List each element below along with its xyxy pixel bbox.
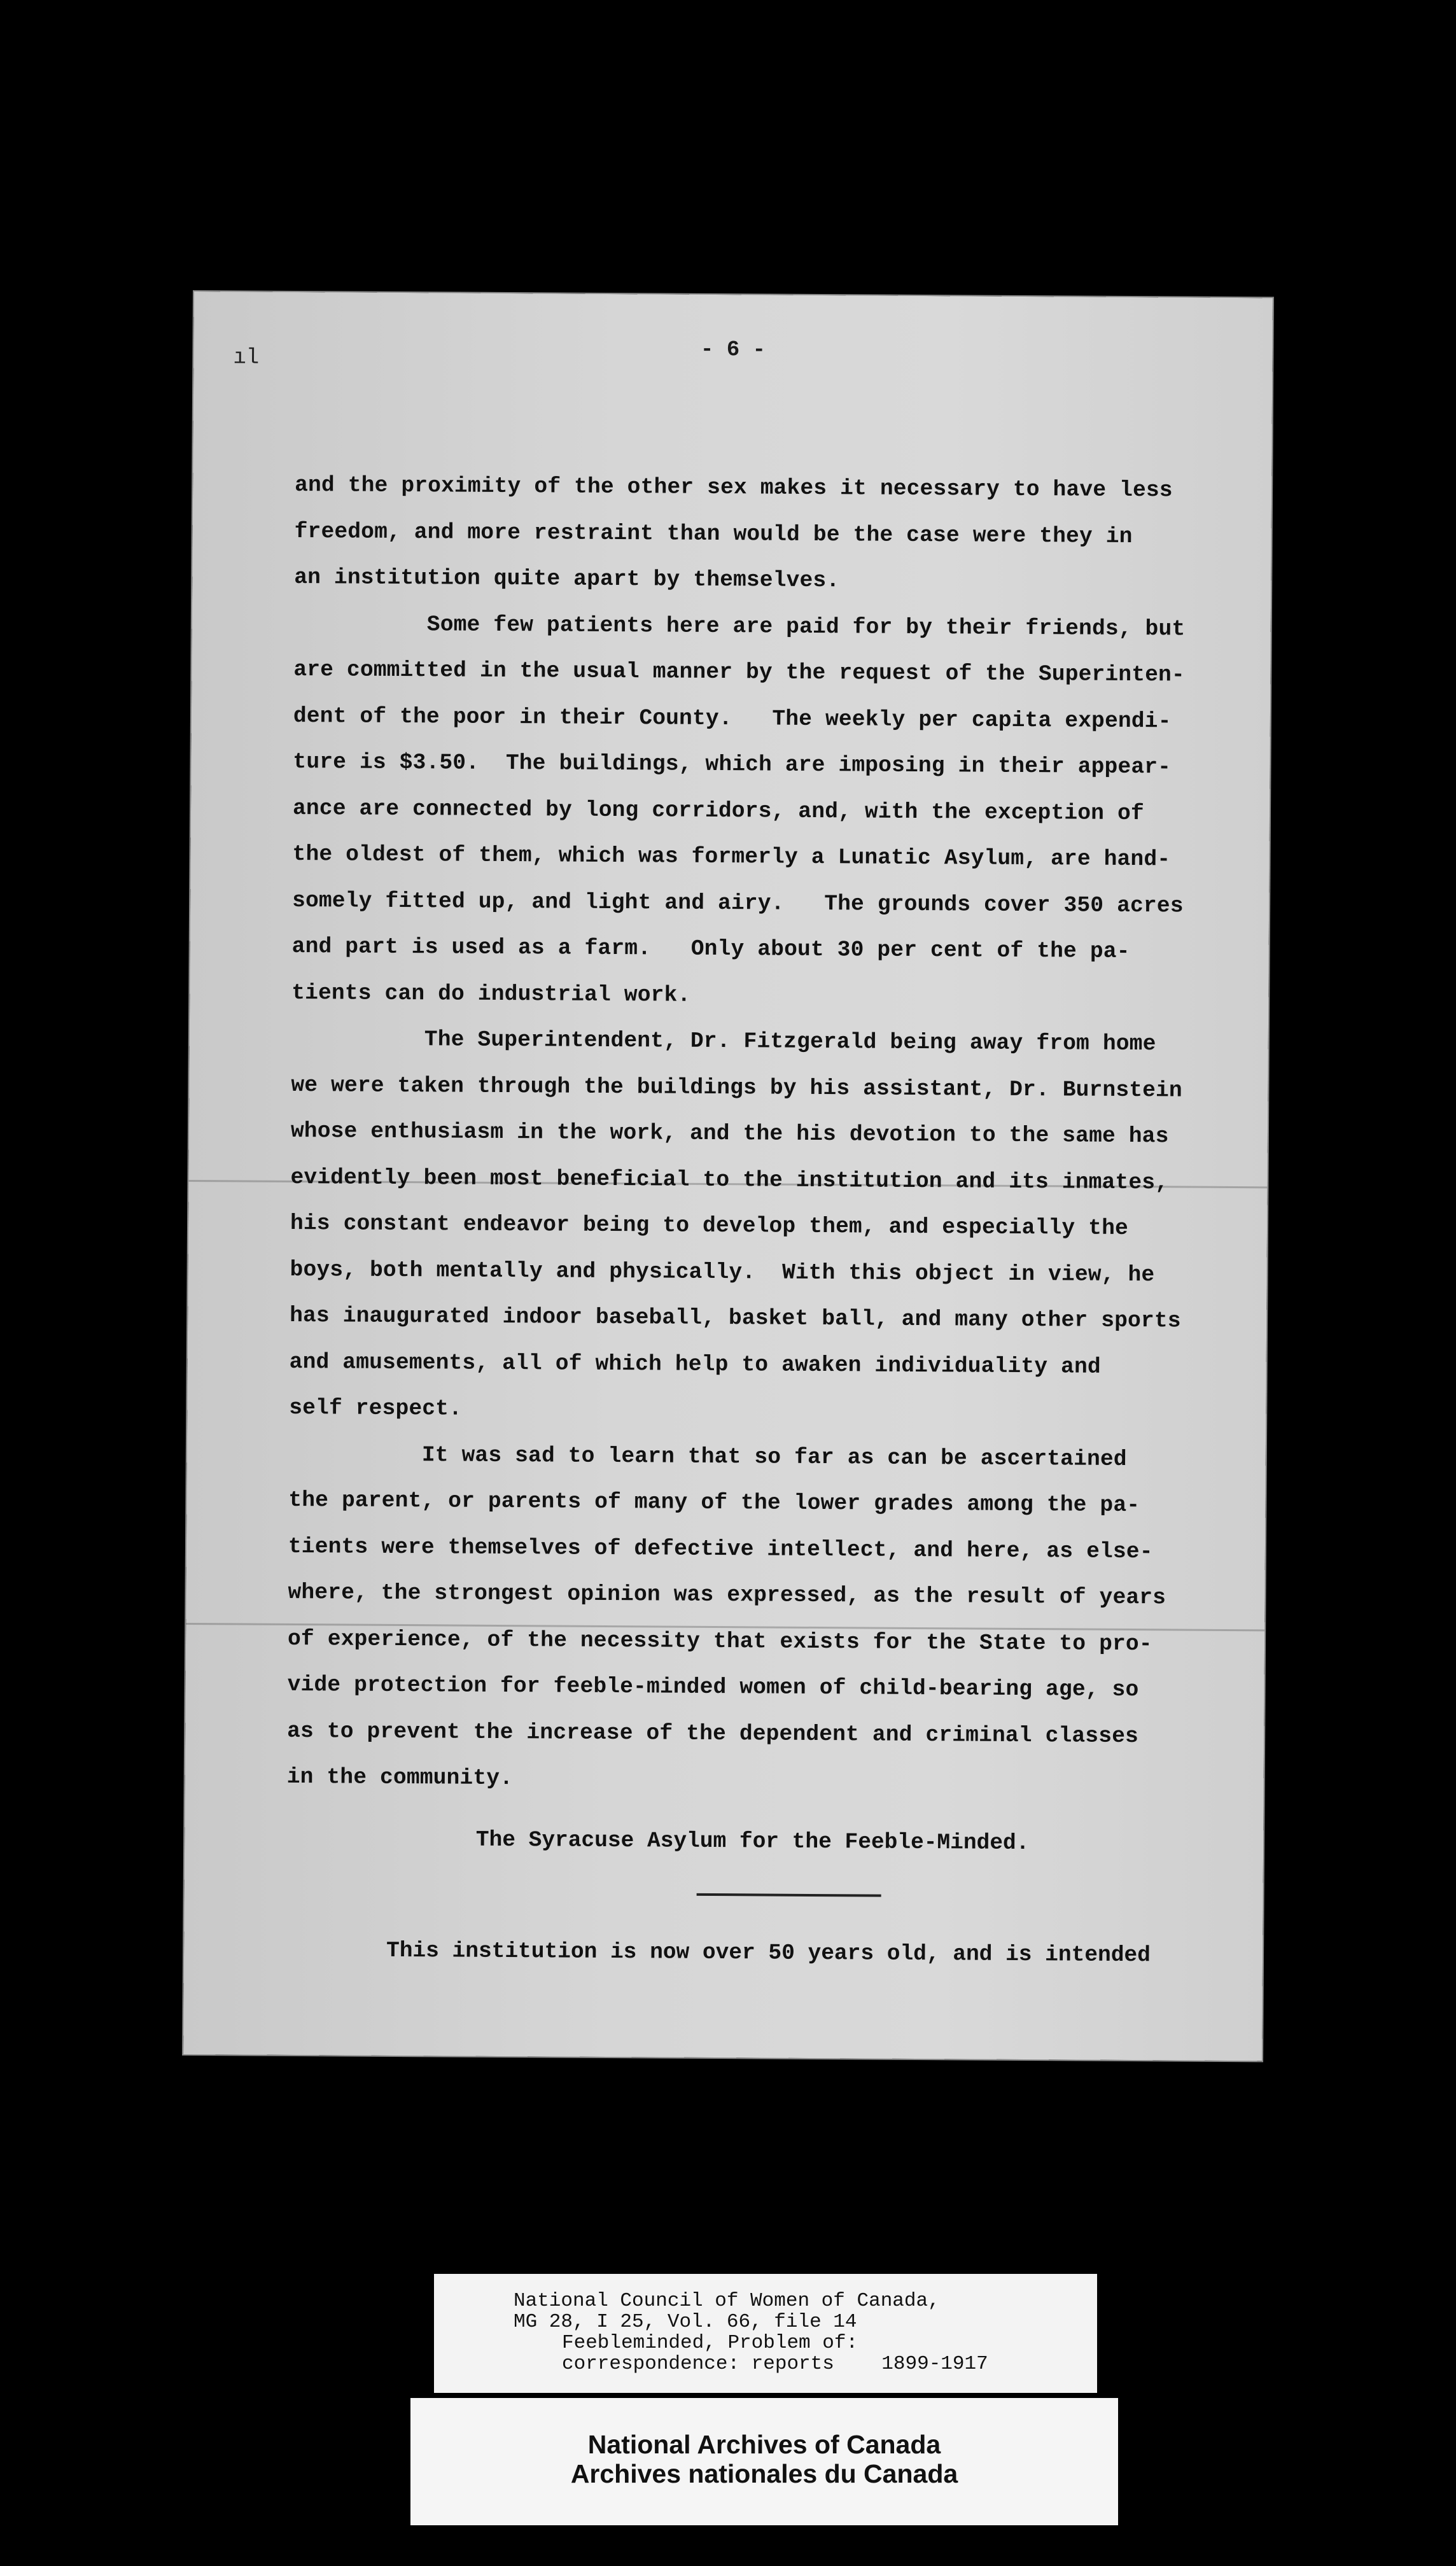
- archival-reference-label: [434, 2274, 1097, 2393]
- text-line: tients can do industrial work.: [291, 980, 691, 1008]
- text-line: vide protection for feeble-minded women of child-bearing age, so: [287, 1672, 1139, 1703]
- text-line-last: This institution is now over 50 years old, and is intended: [386, 1938, 1151, 1968]
- text-line: and part is used as a farm. Only about 30 per cent of the pa-: [291, 934, 1130, 965]
- text-line: and amusements, all of which help to awaken individuality and: [289, 1349, 1101, 1380]
- text-line: self respect.: [289, 1395, 463, 1422]
- text-line: has inaugurated indoor baseball, basket ball, and many other sports: [290, 1303, 1181, 1334]
- reference-line: Feebleminded, Problem of:: [562, 2332, 858, 2354]
- text-line: we were taken through the buildings by his assistant, Dr. Burnstein: [291, 1072, 1183, 1104]
- heading-underline: [697, 1893, 881, 1897]
- reference-line: correspondence: reports 1899-1917: [562, 2353, 988, 2375]
- text-line: dent of the poor in their County. The weekly per capita expendi-: [293, 703, 1172, 734]
- text-line: Some few patients here are paid for by their friends, but: [293, 611, 1186, 642]
- document-page: [183, 291, 1273, 2061]
- text-line: whose enthusiasm in the work, and the his devotion to the same has: [290, 1118, 1169, 1149]
- corner-mark: ıl: [233, 346, 260, 370]
- reference-line: MG 28, I 25, Vol. 66, file 14: [514, 2311, 857, 2333]
- text-line: the parent, or parents of many of the lower grades among the pa-: [288, 1487, 1140, 1518]
- archive-institution-label: [410, 2398, 1118, 2525]
- text-line: an institution quite apart by themselves.: [294, 564, 840, 594]
- reference-line: National Council of Women of Canada,: [514, 2290, 940, 2312]
- text-line: of experience, of the necessity that exists for the State to pro-: [287, 1626, 1152, 1657]
- text-line: his constant endeavor being to develop them, and especially the: [290, 1210, 1129, 1241]
- text-line: freedom, and more restraint than would be the case were they in: [294, 519, 1133, 549]
- text-line: and the proximity of the other sex makes it necessary to have less: [295, 472, 1173, 503]
- body-text: [287, 463, 1205, 1806]
- text-line: evidently been most beneficial to the institution and its inmates,: [290, 1165, 1169, 1195]
- archive-name-english: National Archives of Canada: [587, 2430, 941, 2459]
- text-line: in the community.: [286, 1764, 514, 1791]
- archive-name-french: Archives nationales du Canada: [570, 2459, 958, 2488]
- text-line: the oldest of them, which was formerly a Lunatic Asylum, are hand-: [292, 841, 1171, 873]
- text-line: It was sad to learn that so far as can be ascertained: [288, 1441, 1127, 1472]
- text-line: where, the strongest opinion was expressed, as the result of years: [288, 1580, 1166, 1611]
- text-line: tients were themselves of defective intellect, and here, as else-: [288, 1534, 1153, 1564]
- page-number: - 6 -: [700, 337, 766, 363]
- text-line: ture is $3.50. The buildings, which are imposing in their appear-: [293, 749, 1172, 780]
- text-line: are committed in the usual manner by the request of the Superinten-: [293, 657, 1185, 688]
- section-heading: The Syracuse Asylum for the Feeble-Minded.: [475, 1827, 1030, 1856]
- text-line: somely fitted up, and light and airy. The grounds cover 350 acres: [292, 888, 1184, 919]
- text-line: as to prevent the increase of the dependent and criminal classes: [287, 1718, 1139, 1749]
- text-line: The Superintendent, Dr. Fitzgerald being away from home: [291, 1026, 1156, 1057]
- text-line: boys, both mentally and physically. With this object in view, he: [290, 1257, 1155, 1287]
- text-line: ance are connected by long corridors, and, with the exception of: [292, 796, 1144, 826]
